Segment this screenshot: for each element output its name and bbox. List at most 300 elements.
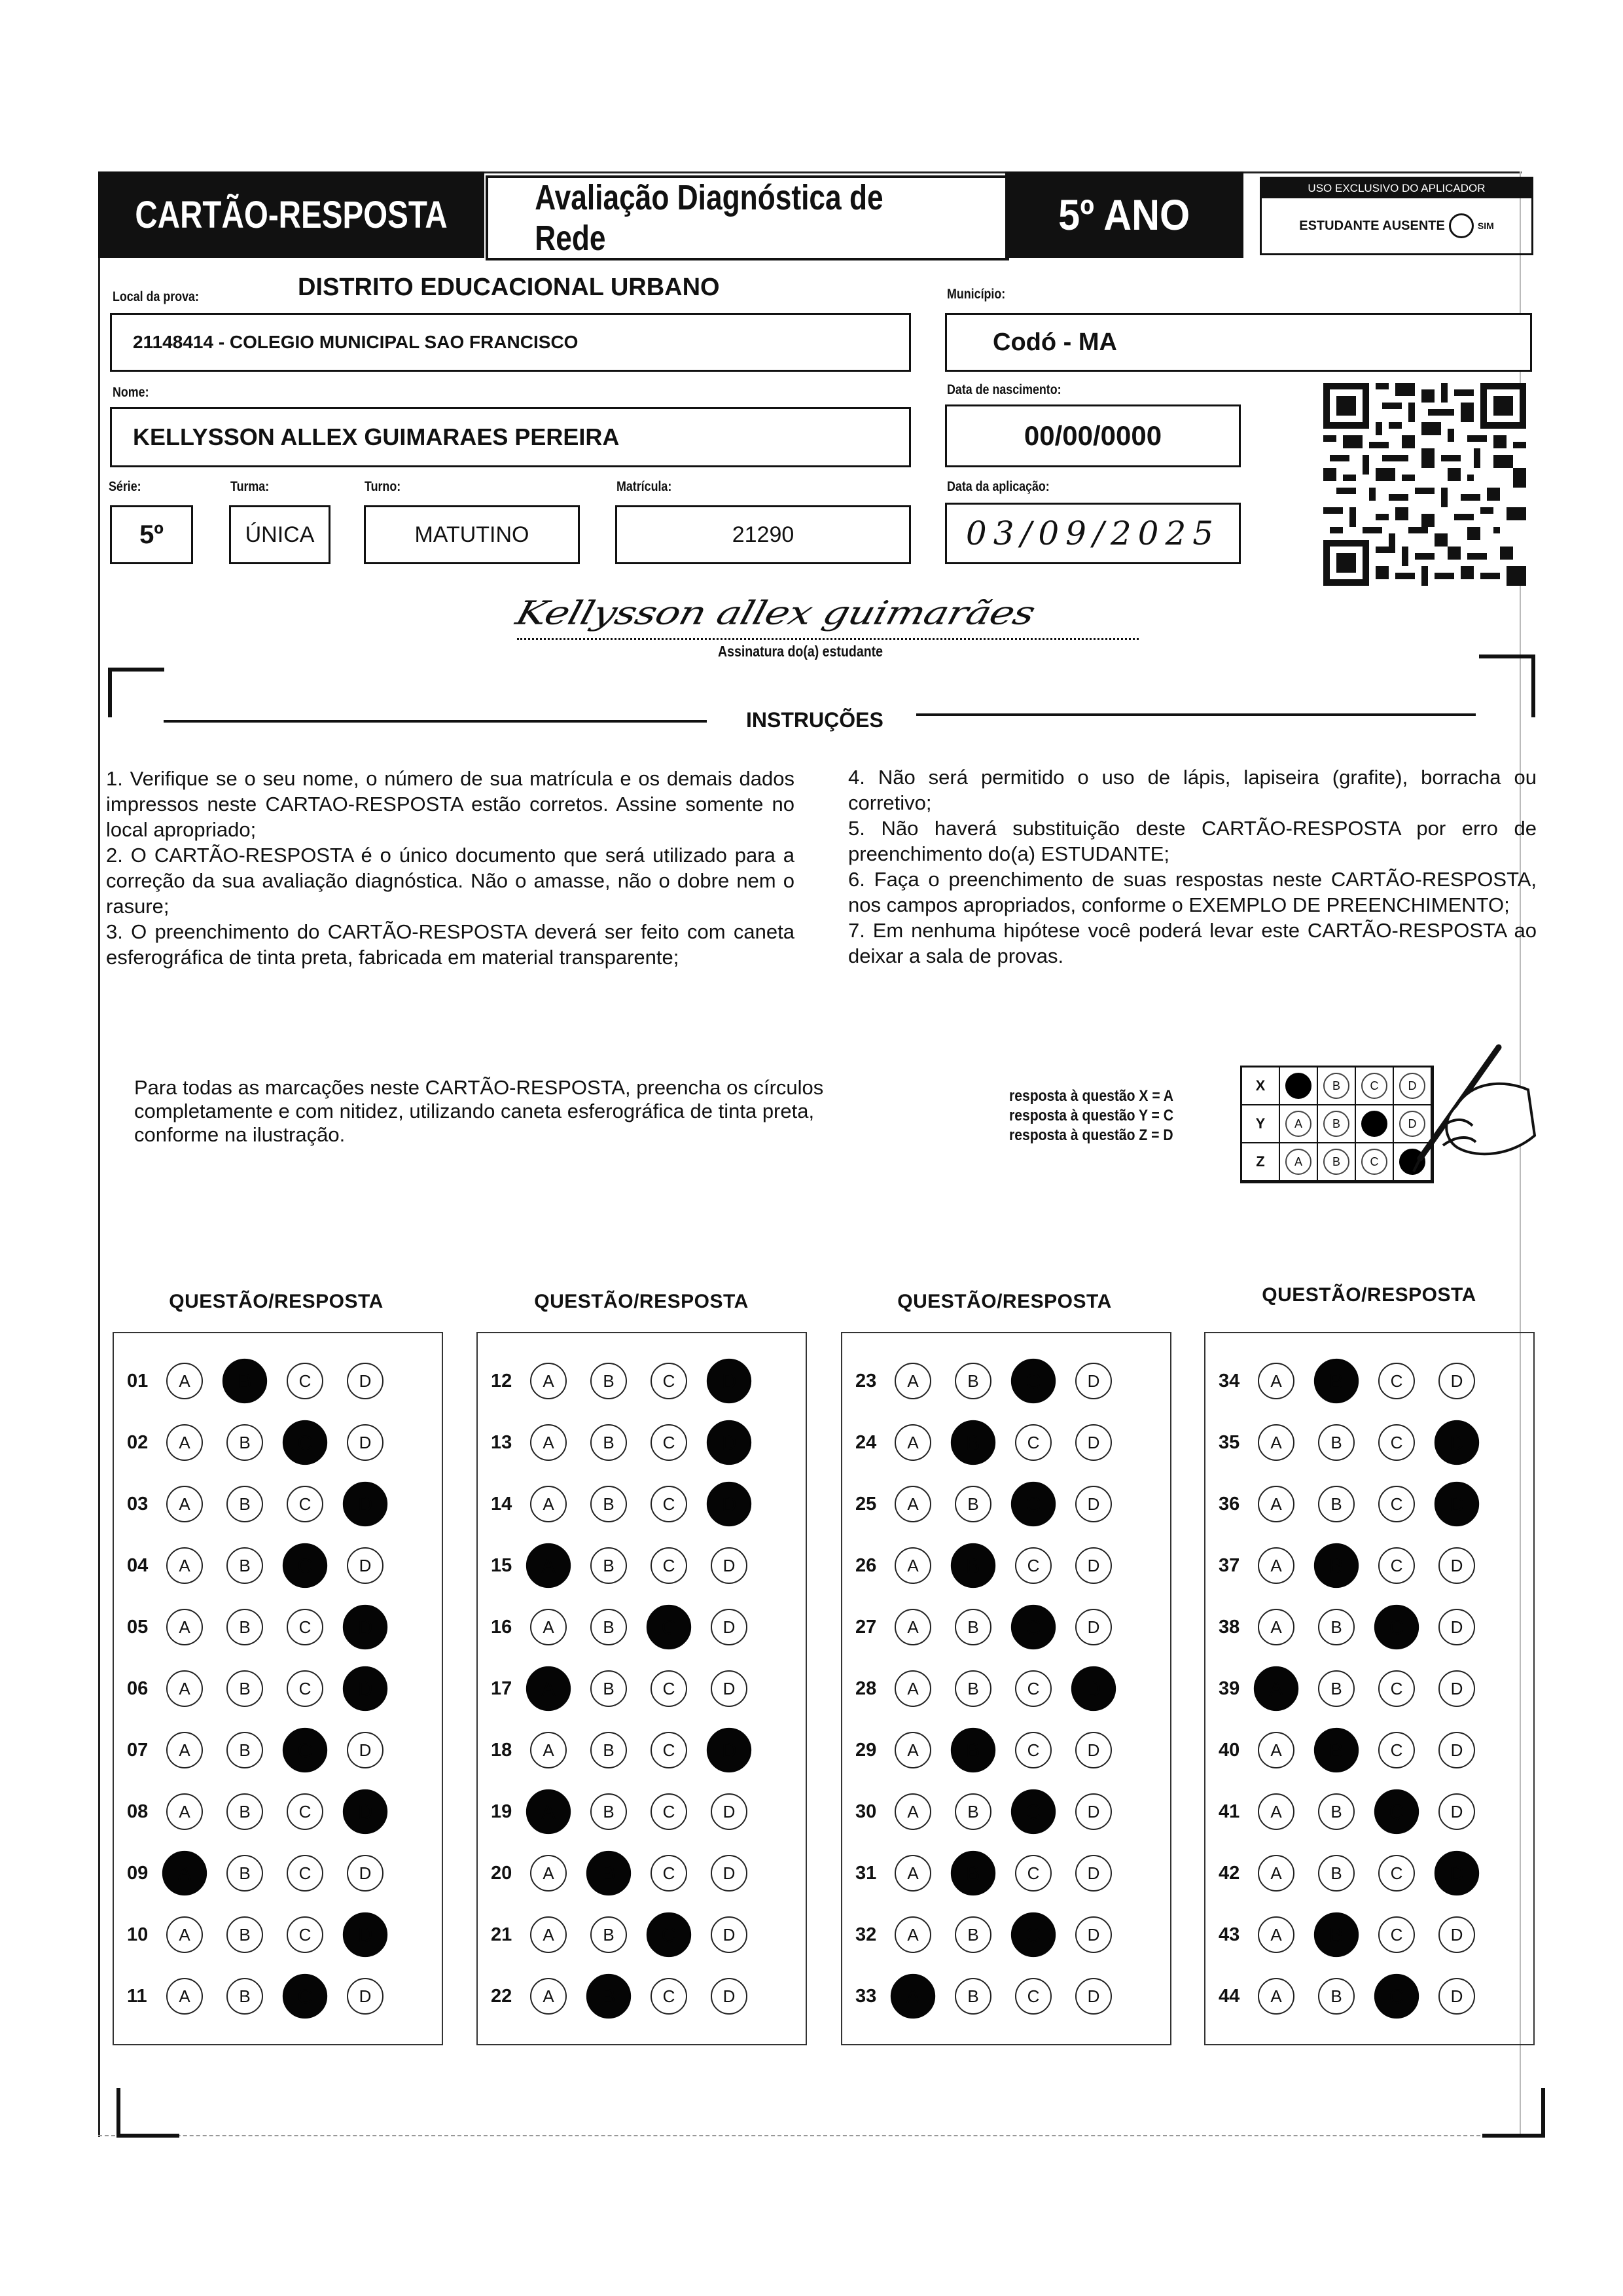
answer-bubble-d[interactable]: D <box>707 1420 751 1465</box>
example-bubble: A <box>1285 1149 1311 1175</box>
question-row <box>127 1793 407 1830</box>
answer-bubble-d[interactable]: D <box>1435 1851 1479 1895</box>
answer-bubble-b[interactable]: B <box>1318 1978 1355 2015</box>
answer-bubble-d[interactable]: D <box>711 1670 747 1707</box>
answer-bubble-a[interactable]: A <box>1258 1547 1294 1584</box>
question-row <box>491 1916 771 1953</box>
answer-bubble-a[interactable]: A <box>895 1486 931 1522</box>
answer-bubble-c[interactable]: C <box>287 1363 323 1399</box>
answer-bubble-d[interactable]: D <box>1075 1978 1112 2015</box>
example-bubble: C <box>1361 1073 1387 1099</box>
answer-bubble-a[interactable]: A <box>530 1609 567 1645</box>
answer-bubble-a[interactable]: A <box>530 1916 567 1953</box>
answer-bubble-c[interactable]: C <box>1011 1912 1056 1957</box>
answer-column-2 <box>476 1332 807 2045</box>
serie-label: Série: <box>109 479 141 494</box>
answer-bubble-d[interactable]: D <box>343 1912 387 1957</box>
answer-bubble-a[interactable]: A <box>166 1793 203 1830</box>
example-bubble: A <box>1285 1111 1311 1137</box>
example-bubble: D <box>1399 1073 1425 1099</box>
answer-bubble-b[interactable]: B <box>590 1916 627 1953</box>
answer-bubble-d[interactable]: D <box>707 1728 751 1772</box>
question-row <box>855 1609 1135 1645</box>
answer-bubble-b[interactable]: B <box>955 1670 991 1707</box>
example-cell <box>1280 1105 1318 1143</box>
answer-bubble-c[interactable]: C <box>1378 1916 1415 1953</box>
answer-bubble-a[interactable]: A <box>895 1793 931 1830</box>
answer-bubble-a[interactable]: A <box>166 1424 203 1461</box>
pen-hand-icon <box>1394 1044 1538 1175</box>
answer-bubble-a[interactable]: A <box>1258 1609 1294 1645</box>
question-number: 14 <box>491 1493 512 1515</box>
question-number: 36 <box>1219 1493 1240 1515</box>
aplicacao-field[interactable]: 03/09/2025 <box>945 503 1241 564</box>
answer-bubble-d[interactable]: D <box>347 1547 383 1584</box>
answer-bubble-d[interactable]: D <box>1071 1666 1116 1711</box>
question-row <box>1219 1670 1499 1707</box>
example-cell <box>1356 1143 1394 1181</box>
answer-bubble-b[interactable]: B <box>586 1851 631 1895</box>
answer-bubble-b[interactable]: B <box>1318 1670 1355 1707</box>
answer-bubble-d[interactable]: D <box>1075 1363 1112 1399</box>
question-row <box>127 1609 407 1645</box>
answer-bubble-d[interactable]: D <box>1075 1609 1112 1645</box>
answer-bubble-b[interactable]: B <box>955 1978 991 2015</box>
answer-bubble-a[interactable]: A <box>530 1732 567 1768</box>
question-row <box>127 1916 407 1953</box>
answer-bubble-d[interactable]: D <box>711 1855 747 1892</box>
question-row <box>127 1547 407 1584</box>
question-number: 23 <box>855 1370 877 1391</box>
question-number: 11 <box>127 1985 147 2007</box>
answer-bubble-d[interactable]: D <box>707 1359 751 1403</box>
answer-bubble-c[interactable]: C <box>1378 1732 1415 1768</box>
question-row <box>855 1978 1135 2015</box>
grade-badge: 5º ANO <box>1005 171 1243 258</box>
answer-bubble-c[interactable]: C <box>283 1974 327 2018</box>
answer-bubble-a[interactable]: A <box>526 1666 571 1711</box>
answer-bubble-c[interactable]: C <box>651 1670 687 1707</box>
instructions-right <box>848 764 1537 969</box>
answer-bubble-a[interactable]: A <box>895 1670 931 1707</box>
answer-bubble-c[interactable]: C <box>647 1912 691 1957</box>
question-number: 01 <box>127 1370 149 1391</box>
answer-bubble-d[interactable]: D <box>343 1482 387 1526</box>
instruction-5: 5. Não haverá substituição deste CARTÃO-RESPOSTA por erro de preenchimento do(a) ESTUDANTE; <box>848 817 1537 865</box>
signature[interactable]: Kellysson allex guimarães <box>512 594 1039 632</box>
question-number: 24 <box>855 1431 877 1453</box>
corner-bottom-left <box>116 2088 179 2138</box>
escola-field: 21148414 - COLEGIO MUNICIPAL SAO FRANCISCO <box>110 313 911 372</box>
answer-bubble-b[interactable]: B <box>590 1793 627 1830</box>
answer-bubble-d[interactable]: D <box>347 1363 383 1399</box>
example-bubble: C <box>1361 1111 1387 1137</box>
example-cell <box>1318 1143 1356 1181</box>
answer-bubble-d[interactable]: D <box>347 1424 383 1461</box>
question-row <box>855 1793 1135 1830</box>
answer-bubble-b[interactable]: B <box>951 1420 995 1465</box>
question-row <box>127 1424 407 1461</box>
answer-bubble-b[interactable]: B <box>226 1793 263 1830</box>
answer-bubble-c[interactable]: C <box>651 1547 687 1584</box>
question-row <box>491 1486 771 1522</box>
answer-bubble-d[interactable]: D <box>347 1732 383 1768</box>
answer-bubble-d[interactable]: D <box>347 1978 383 2015</box>
answer-bubble-d[interactable]: D <box>1075 1916 1112 1953</box>
answer-bubble-a[interactable]: A <box>895 1609 931 1645</box>
question-row <box>127 1978 407 2015</box>
question-row <box>855 1363 1135 1399</box>
answer-bubble-d[interactable]: D <box>711 1609 747 1645</box>
answer-bubble-c[interactable]: C <box>1015 1670 1052 1707</box>
answer-bubble-a[interactable]: A <box>166 1609 203 1645</box>
question-row <box>491 1732 771 1768</box>
answer-bubble-b[interactable]: B <box>955 1793 991 1830</box>
answer-bubble-c[interactable]: C <box>1374 1789 1419 1834</box>
answer-bubble-b[interactable]: B <box>1314 1728 1359 1772</box>
ausente-checkbox[interactable] <box>1449 213 1474 238</box>
column-header: QUESTÃO/RESPOSTA <box>1262 1284 1476 1306</box>
answer-bubble-c[interactable]: C <box>1378 1547 1415 1584</box>
answer-bubble-d[interactable]: D <box>343 1789 387 1834</box>
aplicacao-label: Data da aplicação: <box>947 479 1050 494</box>
answer-bubble-b[interactable]: B <box>226 1732 263 1768</box>
question-number: 15 <box>491 1554 512 1576</box>
example-line-y: resposta à questão Y = C <box>1009 1107 1174 1124</box>
answer-bubble-a[interactable]: A <box>895 1855 931 1892</box>
answer-bubble-b[interactable]: B <box>951 1851 995 1895</box>
answer-bubble-c[interactable]: C <box>1015 1855 1052 1892</box>
answer-bubble-a[interactable]: A <box>895 1916 931 1953</box>
signature-label: Assinatura do(a) estudante <box>718 643 883 660</box>
local-value: DISTRITO EDUCACIONAL URBANO <box>298 274 720 301</box>
answer-bubble-c[interactable]: C <box>1015 1732 1052 1768</box>
question-number: 13 <box>491 1431 512 1453</box>
answer-bubble-b[interactable]: B <box>226 1486 263 1522</box>
question-row <box>1219 1486 1499 1522</box>
answer-bubble-a[interactable]: A <box>530 1363 567 1399</box>
answer-bubble-d[interactable]: D <box>1438 1363 1475 1399</box>
answer-bubble-c[interactable]: C <box>287 1855 323 1892</box>
instruction-1: 1. Verifique se o seu nome, o número de sua matrícula e os demais dados impressos neste CARTAO-RESPOSTA estão corretos. Assine somente no local apropriado; <box>106 767 794 841</box>
answer-bubble-c[interactable]: C <box>651 1855 687 1892</box>
answer-bubble-a[interactable]: A <box>530 1978 567 2015</box>
answer-bubble-a[interactable]: A <box>530 1424 567 1461</box>
question-row <box>855 1486 1135 1522</box>
answer-bubble-c[interactable]: C <box>1378 1670 1415 1707</box>
turno-field: MATUTINO <box>364 505 580 564</box>
example-bubble: B <box>1323 1073 1349 1099</box>
example-bubble: B <box>1323 1149 1349 1175</box>
question-row <box>491 1363 771 1399</box>
answer-bubble-b[interactable]: B <box>226 1670 263 1707</box>
answer-bubble-c[interactable]: C <box>1378 1486 1415 1522</box>
question-number: 18 <box>491 1739 512 1761</box>
answer-column-1 <box>113 1332 443 2045</box>
example-cell <box>1280 1143 1318 1181</box>
answer-bubble-d[interactable]: D <box>1075 1547 1112 1584</box>
answer-bubble-a[interactable]: A <box>1254 1666 1298 1711</box>
answer-bubble-b[interactable]: B <box>590 1424 627 1461</box>
example-line-x: resposta à questão X = A <box>1009 1087 1173 1105</box>
answer-bubble-b[interactable]: B <box>955 1609 991 1645</box>
question-row <box>1219 1793 1499 1830</box>
turma-field: ÚNICA <box>229 505 330 564</box>
ausente-row <box>1262 198 1531 253</box>
question-row <box>127 1732 407 1768</box>
example-cell <box>1356 1105 1394 1143</box>
answer-bubble-d[interactable]: D <box>1075 1732 1112 1768</box>
answer-bubble-b[interactable]: B <box>951 1728 995 1772</box>
local-label: Local da prova: <box>113 289 199 304</box>
answer-bubble-b[interactable]: B <box>226 1547 263 1584</box>
serie-field: 5º <box>110 505 193 564</box>
question-row <box>1219 1547 1499 1584</box>
answer-bubble-c[interactable]: C <box>651 1978 687 2015</box>
answer-bubble-c[interactable]: C <box>1374 1605 1419 1649</box>
instr-rule-left <box>164 720 707 723</box>
answer-bubble-b[interactable]: B <box>226 1916 263 1953</box>
answer-bubble-a[interactable]: A <box>895 1732 931 1768</box>
question-row <box>855 1670 1135 1707</box>
answer-bubble-d[interactable]: D <box>347 1855 383 1892</box>
answer-bubble-b[interactable]: B <box>955 1486 991 1522</box>
question-number: 44 <box>1219 1985 1240 2007</box>
question-number: 33 <box>855 1985 877 2007</box>
answer-bubble-b[interactable]: B <box>590 1486 627 1522</box>
answer-bubble-c[interactable]: C <box>283 1420 327 1465</box>
answer-bubble-a[interactable]: A <box>166 1916 203 1953</box>
answer-bubble-c[interactable]: C <box>283 1728 327 1772</box>
question-row <box>127 1486 407 1522</box>
question-number: 07 <box>127 1739 149 1761</box>
answer-bubble-d[interactable]: D <box>1075 1486 1112 1522</box>
answer-bubble-d[interactable]: D <box>1438 1793 1475 1830</box>
answer-bubble-d[interactable]: D <box>1438 1978 1475 2015</box>
answer-bubble-b[interactable]: B <box>955 1916 991 1953</box>
answer-bubble-d[interactable]: D <box>1075 1793 1112 1830</box>
answer-bubble-a[interactable]: A <box>1258 1855 1294 1892</box>
sheet-frame-bottom <box>98 2135 1520 2136</box>
question-number: 05 <box>127 1616 149 1638</box>
answer-bubble-a[interactable]: A <box>1258 1424 1294 1461</box>
answer-bubble-c[interactable]: C <box>651 1363 687 1399</box>
answer-bubble-c[interactable]: C <box>651 1486 687 1522</box>
question-number: 26 <box>855 1554 877 1576</box>
answer-bubble-d[interactable]: D <box>1438 1916 1475 1953</box>
example-cell <box>1318 1105 1356 1143</box>
question-row <box>855 1916 1135 1953</box>
answer-bubble-d[interactable]: D <box>707 1482 751 1526</box>
question-row <box>855 1855 1135 1892</box>
question-number: 31 <box>855 1862 877 1884</box>
question-number: 28 <box>855 1677 877 1699</box>
answer-bubble-d[interactable]: D <box>711 1793 747 1830</box>
card-subtitle: Avaliação Diagnóstica de Rede <box>486 175 1009 260</box>
answer-bubble-c[interactable]: C <box>1378 1363 1415 1399</box>
answer-bubble-c[interactable]: C <box>1011 1605 1056 1649</box>
answer-bubble-c[interactable]: C <box>1378 1424 1415 1461</box>
answer-bubble-c[interactable]: C <box>287 1486 323 1522</box>
question-number: 30 <box>855 1801 877 1822</box>
question-row <box>855 1547 1135 1584</box>
question-row <box>1219 1732 1499 1768</box>
matricula-label: Matrícula: <box>616 479 672 494</box>
answer-bubble-a[interactable]: A <box>526 1789 571 1834</box>
municipio-label: Município: <box>947 287 1006 302</box>
question-number: 29 <box>855 1739 877 1761</box>
answer-bubble-a[interactable]: A <box>895 1363 931 1399</box>
answer-bubble-c[interactable]: C <box>1378 1855 1415 1892</box>
answer-bubble-b[interactable]: B <box>1314 1543 1359 1588</box>
answer-bubble-b[interactable]: B <box>226 1978 263 2015</box>
answer-bubble-c[interactable]: C <box>287 1609 323 1645</box>
question-row <box>1219 1363 1499 1399</box>
answer-bubble-c[interactable]: C <box>287 1793 323 1830</box>
question-row <box>855 1732 1135 1768</box>
instruction-4: 4. Não será permitido o uso de lápis, lapiseira (grafite), borracha ou corretivo; <box>848 766 1537 814</box>
answer-bubble-c[interactable]: C <box>651 1793 687 1830</box>
answer-bubble-b[interactable]: B <box>1318 1855 1355 1892</box>
answer-bubble-b[interactable]: B <box>1314 1912 1359 1957</box>
answer-bubble-c[interactable]: C <box>1015 1547 1052 1584</box>
answer-bubble-c[interactable]: C <box>287 1916 323 1953</box>
instructions-left <box>106 766 794 970</box>
answer-bubble-b[interactable]: B <box>1318 1609 1355 1645</box>
answer-bubble-b[interactable]: B <box>223 1359 267 1403</box>
answer-bubble-c[interactable]: C <box>287 1670 323 1707</box>
question-row <box>491 1609 771 1645</box>
answer-bubble-b[interactable]: B <box>226 1424 263 1461</box>
answer-bubble-d[interactable]: D <box>1435 1420 1479 1465</box>
answer-bubble-c[interactable]: C <box>1011 1359 1056 1403</box>
turno-label: Turno: <box>365 479 401 494</box>
question-number: 03 <box>127 1493 149 1515</box>
matricula-field: 21290 <box>615 505 911 564</box>
answer-bubble-b[interactable]: B <box>226 1609 263 1645</box>
answer-bubble-a[interactable]: A <box>895 1424 931 1461</box>
answer-bubble-a[interactable]: A <box>1258 1486 1294 1522</box>
question-row <box>491 1855 771 1892</box>
answer-bubble-a[interactable]: A <box>891 1974 935 2018</box>
answer-bubble-b[interactable]: B <box>226 1855 263 1892</box>
answer-bubble-c[interactable]: C <box>651 1732 687 1768</box>
answer-bubble-d[interactable]: D <box>1438 1609 1475 1645</box>
answer-bubble-d[interactable]: D <box>1075 1855 1112 1892</box>
question-number: 27 <box>855 1616 877 1638</box>
answer-bubble-d[interactable]: D <box>343 1666 387 1711</box>
answer-bubble-c[interactable]: C <box>1011 1482 1056 1526</box>
answer-bubble-b[interactable]: B <box>590 1609 627 1645</box>
answer-bubble-b[interactable]: B <box>955 1363 991 1399</box>
instruction-6: 6. Faça o preenchimento de suas respostas neste CARTÃO-RESPOSTA, nos campos apropriados, conforme o EXEMPLO DE PREENCHIMENTO; <box>848 868 1537 916</box>
answer-bubble-d[interactable]: D <box>711 1978 747 2015</box>
answer-bubble-b[interactable]: B <box>590 1363 627 1399</box>
answer-bubble-a[interactable]: A <box>1258 1732 1294 1768</box>
question-row <box>127 1363 407 1399</box>
answer-bubble-d[interactable]: D <box>1435 1482 1479 1526</box>
question-number: 09 <box>127 1862 149 1884</box>
answer-bubble-b[interactable]: B <box>951 1543 995 1588</box>
answer-bubble-c[interactable]: C <box>647 1605 691 1649</box>
answer-bubble-a[interactable]: A <box>1258 1916 1294 1953</box>
answer-bubble-c[interactable]: C <box>1015 1424 1052 1461</box>
nome-label: Nome: <box>113 385 149 400</box>
answer-bubble-a[interactable]: A <box>166 1547 203 1584</box>
question-number: 16 <box>491 1616 512 1638</box>
nascimento-label: Data de nascimento: <box>947 382 1061 397</box>
answer-bubble-a[interactable]: A <box>166 1978 203 2015</box>
question-number: 39 <box>1219 1677 1240 1699</box>
question-number: 42 <box>1219 1862 1240 1884</box>
answer-bubble-d[interactable]: D <box>1075 1424 1112 1461</box>
answer-bubble-c[interactable]: C <box>651 1424 687 1461</box>
question-number: 43 <box>1219 1924 1240 1945</box>
answer-bubble-c[interactable]: C <box>283 1543 327 1588</box>
answer-bubble-b[interactable]: B <box>1318 1424 1355 1461</box>
answer-bubble-d[interactable]: D <box>711 1916 747 1953</box>
nome-field: KELLYSSON ALLEX GUIMARAES PEREIRA <box>110 407 911 467</box>
answer-bubble-a[interactable]: A <box>166 1486 203 1522</box>
answer-bubble-a[interactable]: A <box>162 1851 207 1895</box>
answer-bubble-a[interactable]: A <box>1258 1363 1294 1399</box>
answer-bubble-a[interactable]: A <box>166 1670 203 1707</box>
answer-bubble-d[interactable]: D <box>711 1547 747 1584</box>
question-number: 38 <box>1219 1616 1240 1638</box>
answer-bubble-b[interactable]: B <box>1314 1359 1359 1403</box>
answer-bubble-d[interactable]: D <box>1438 1732 1475 1768</box>
answer-bubble-b[interactable]: B <box>1318 1793 1355 1830</box>
question-number: 34 <box>1219 1370 1240 1391</box>
card-title: CARTÃO-RESPOSTA <box>98 171 484 258</box>
answer-bubble-a[interactable]: A <box>166 1732 203 1768</box>
answer-bubble-c[interactable]: C <box>1011 1789 1056 1834</box>
answer-bubble-a[interactable]: A <box>166 1363 203 1399</box>
question-number: 08 <box>127 1801 149 1822</box>
answer-bubble-b[interactable]: B <box>590 1547 627 1584</box>
answer-bubble-a[interactable]: A <box>895 1547 931 1584</box>
answer-bubble-b[interactable]: B <box>586 1974 631 2018</box>
instruction-7: 7. Em nenhuma hipótese você poderá levar este CARTÃO-RESPOSTA ao deixar a sala de provas. <box>848 919 1537 967</box>
answer-bubble-b[interactable]: B <box>590 1732 627 1768</box>
answer-bubble-b[interactable]: B <box>1318 1486 1355 1522</box>
question-row <box>491 1670 771 1707</box>
answer-bubble-d[interactable]: D <box>1438 1547 1475 1584</box>
nascimento-field: 00/00/0000 <box>945 404 1241 467</box>
answer-bubble-b[interactable]: B <box>590 1670 627 1707</box>
question-row <box>1219 1609 1499 1645</box>
column-header: QUESTÃO/RESPOSTA <box>169 1291 383 1312</box>
answer-bubble-c[interactable]: C <box>1015 1978 1052 2015</box>
answer-bubble-d[interactable]: D <box>1438 1670 1475 1707</box>
question-number: 40 <box>1219 1739 1240 1761</box>
answer-bubble-a[interactable]: A <box>530 1855 567 1892</box>
aplicador-box <box>1260 177 1533 255</box>
answer-bubble-a[interactable]: A <box>1258 1978 1294 2015</box>
question-row <box>1219 1424 1499 1461</box>
answer-bubble-a[interactable]: A <box>526 1543 571 1588</box>
answer-bubble-c[interactable]: C <box>1374 1974 1419 2018</box>
answer-bubble-a[interactable]: A <box>530 1486 567 1522</box>
answer-bubble-d[interactable]: D <box>343 1605 387 1649</box>
question-number: 22 <box>491 1985 512 2007</box>
answer-bubble-a[interactable]: A <box>1258 1793 1294 1830</box>
instruction-3: 3. O preenchimento do CARTÃO-RESPOSTA deverá ser feito com caneta esferográfica de tinta preta, fabricada em material transparente; <box>106 920 794 969</box>
question-number: 12 <box>491 1370 512 1391</box>
turma-label: Turma: <box>230 479 270 494</box>
instructions-title: INSTRUÇÕES <box>746 708 883 732</box>
example-cell <box>1356 1067 1394 1105</box>
